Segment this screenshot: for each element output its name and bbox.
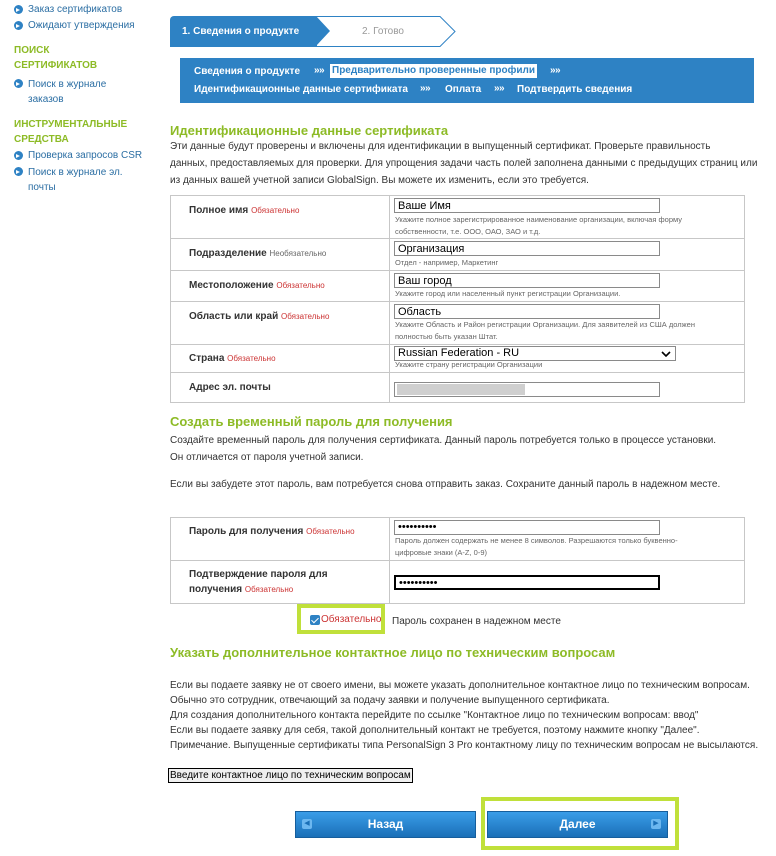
chevron-right-icon: » <box>555 65 558 76</box>
region-input[interactable] <box>394 304 660 319</box>
chevron-right-icon: » <box>425 83 428 94</box>
department-hint: Отдел - например, Маркетинг <box>395 258 499 267</box>
full-name-label: Полное имя Обязательно <box>189 205 300 216</box>
chevron-right-icon: » <box>499 83 502 94</box>
step-product-info: 1. Сведения о продукте <box>170 16 316 47</box>
arrow-left-icon: ◀ <box>302 819 312 829</box>
password-form <box>170 517 745 604</box>
row-confirm-password <box>171 561 744 603</box>
contact-text-line: Примечание. Выпущенные сертификаты типа PersonalSign 3 Pro контактному лицу по техническим вопросам не высылаются. <box>170 740 759 751</box>
sidebar-item-label: Ожидают утверждения <box>28 20 135 31</box>
department-label: Подразделение Необязательно <box>189 248 327 259</box>
sidebar-item-label: Проверка запросов CSR <box>28 150 143 161</box>
contact-text-line: Если вы подаете заявку для себя, такой дополнительный контакт не требуется, поэтому нажмите кнопку "Далее". <box>170 725 700 736</box>
nav-product-info[interactable]: Сведения о продукте <box>194 66 301 77</box>
row-full-name <box>171 196 744 239</box>
checkbox-label[interactable]: Пароль сохранен в надежном месте <box>392 616 561 627</box>
chevron-right-icon: » <box>494 83 497 94</box>
department-cell <box>391 239 744 270</box>
country-label-cell <box>171 345 390 372</box>
password-warning: Если вы забудете этот пароль, вам потребуется снова отправить заказ. Сохраните данный пароль в надежном месте. <box>170 479 721 490</box>
arrow-bullet-icon <box>14 79 23 88</box>
confirm-cell <box>391 561 744 603</box>
location-label-cell <box>171 271 390 301</box>
sub-navigation <box>180 58 754 103</box>
nav-cert-identity[interactable]: Идентификационные данные сертификата <box>194 84 408 95</box>
department-label-cell <box>171 239 390 270</box>
country-cell <box>391 345 744 372</box>
sidebar-item-csr-check[interactable] <box>14 149 142 162</box>
location-cell <box>391 271 744 301</box>
pickup-label-cell <box>171 518 390 560</box>
contact-text-line: Если вы подаете заявку не от своего имени, вы можете указать дополнительное контактное лицо по техническим вопросам. <box>170 680 750 691</box>
email-label-cell <box>171 373 390 402</box>
chevron-right-icon: » <box>550 65 553 76</box>
confirm-label-cell <box>171 561 390 603</box>
nav-confirm[interactable]: Подтвердить сведения <box>517 84 633 95</box>
back-button[interactable] <box>295 811 476 838</box>
row-pickup-password <box>171 518 744 561</box>
region-label: Область или край Обязательно <box>189 311 330 322</box>
row-department <box>171 239 744 271</box>
intro-line: Эти данные будут проверены и включены для идентификации в выпущенный сертификат. Проверьте правильность <box>170 141 711 152</box>
full-name-hint: Укажите полное зарегистрированное наименование организации, включая форму собственности, т.е. ООО, ОАО, ЗАО и т.д. <box>395 215 682 236</box>
region-cell <box>391 302 744 344</box>
row-email <box>171 373 744 402</box>
arrow-bullet-icon <box>14 151 23 160</box>
sidebar-item-label: Заказ сертификатов <box>28 4 123 15</box>
pickup-password-input[interactable]: •••••••••• <box>394 520 660 535</box>
row-region <box>171 302 744 345</box>
step-done-label: 2. Готово <box>362 26 404 37</box>
confirm-password-input[interactable]: •••••••••• <box>394 575 660 590</box>
full-name-label-cell <box>171 196 390 238</box>
password-text-line: Создайте временный пароль для получения сертификата. Данный пароль потребуется только в процессе установки. <box>170 435 717 446</box>
next-button[interactable] <box>487 811 668 838</box>
contact-section-title: Указать дополнительное контактное лицо по техническим вопросам <box>170 645 616 660</box>
step-done <box>316 16 456 47</box>
chevron-right-icon: » <box>420 83 423 94</box>
arrow-bullet-icon <box>14 21 23 30</box>
sidebar-item-label: Поиск в журнале эл. почты <box>28 167 123 193</box>
identity-intro <box>170 138 760 189</box>
sidebar-item-orders[interactable] <box>14 3 122 16</box>
pickup-password-hint: Пароль должен содержать не менее 8 символов. Разрешаются только буквенно- цифровые знаки (A-Z, 0-9) <box>395 536 678 557</box>
contact-text-line: Для создания дополнительного контакта перейдите по ссылке "Контактное лицо по техническим вопросам: ввод" <box>170 710 699 721</box>
department-input[interactable] <box>394 241 660 256</box>
arrow-bullet-icon <box>14 167 23 176</box>
country-select-value: Russian Federation - RU <box>398 347 520 359</box>
sidebar-section-tools: ИНСТРУМЕНТАЛЬНЫЕ СРЕДСТВА <box>14 119 128 145</box>
country-label: Страна Обязательно <box>189 353 276 364</box>
step-arrow-icon <box>316 16 330 46</box>
password-text <box>170 432 760 466</box>
location-input[interactable] <box>394 273 660 288</box>
arrow-right-icon: ▶ <box>651 819 661 829</box>
email-label: Адрес эл. почты <box>189 382 271 393</box>
email-cell <box>391 373 744 402</box>
full-name-input[interactable] <box>394 198 660 213</box>
chevron-right-icon: » <box>319 65 322 76</box>
chevron-down-icon <box>661 351 671 357</box>
location-label: Местоположение Обязательно <box>189 280 325 291</box>
redacted-value <box>397 384 525 395</box>
confirm-password-label: Подтверждение пароля для получения Обязательно <box>189 569 328 595</box>
location-hint: Укажите город или населенный пункт регистрации Организации. <box>395 289 621 298</box>
sidebar-item-pending[interactable] <box>14 19 135 32</box>
row-country <box>171 345 744 373</box>
sidebar-item-label: Поиск в журнале заказов <box>28 79 107 105</box>
row-location <box>171 271 744 302</box>
back-button-label: Назад <box>367 817 404 831</box>
email-input[interactable] <box>394 382 660 397</box>
intro-line: из данных вашей учетной записи GlobalSign. Вы можете их изменить, если это требуется. <box>170 175 589 186</box>
chevron-right-icon: » <box>314 65 317 76</box>
country-hint: Укажите страну регистрации Организации <box>395 360 543 369</box>
nav-prevalidated-profiles[interactable]: Предварительно проверенные профили <box>332 65 536 76</box>
identity-form <box>170 195 745 403</box>
add-tech-contact-button[interactable]: Введите контактное лицо по техническим вопросам <box>170 770 411 781</box>
intro-line: данных, предоставляемых для проверки. Для упрощения задачи часть полей заполнена данными с предыдущих страниц или <box>170 158 758 169</box>
sidebar-item-search-orders[interactable] <box>14 77 124 107</box>
password-section-title: Создать временный пароль для получения <box>170 414 453 429</box>
sidebar-section-search: ПОИСК СЕРТИФИКАТОВ <box>14 45 98 71</box>
pickup-password-label: Пароль для получения Обязательно <box>189 526 355 537</box>
saved-password-checkbox[interactable] <box>310 615 320 625</box>
full-name-cell <box>391 196 744 238</box>
password-text-line: Он отличается от пароля учетной записи. <box>170 452 364 463</box>
region-label-cell <box>171 302 390 344</box>
region-hint: Укажите Область и Район регистрации Организации. Для заявителей из США должен полностью быть указан Штат. <box>395 320 695 341</box>
contact-text <box>170 678 765 753</box>
contact-text-line: Обычно это сотрудник, отвечающий за подачу заявки и получение выпущенного сертификата. <box>170 695 610 706</box>
identity-section-title: Идентификационные данные сертификата <box>170 123 449 138</box>
arrow-bullet-icon <box>14 5 23 14</box>
checkbox-highlight <box>297 604 385 634</box>
pickup-cell <box>391 518 744 560</box>
checkbox-required-tag: Обязательно <box>321 614 382 625</box>
sidebar-item-email-search[interactable] <box>14 165 124 195</box>
next-button-label: Далее <box>559 817 596 831</box>
nav-payment[interactable]: Оплата <box>445 84 482 95</box>
